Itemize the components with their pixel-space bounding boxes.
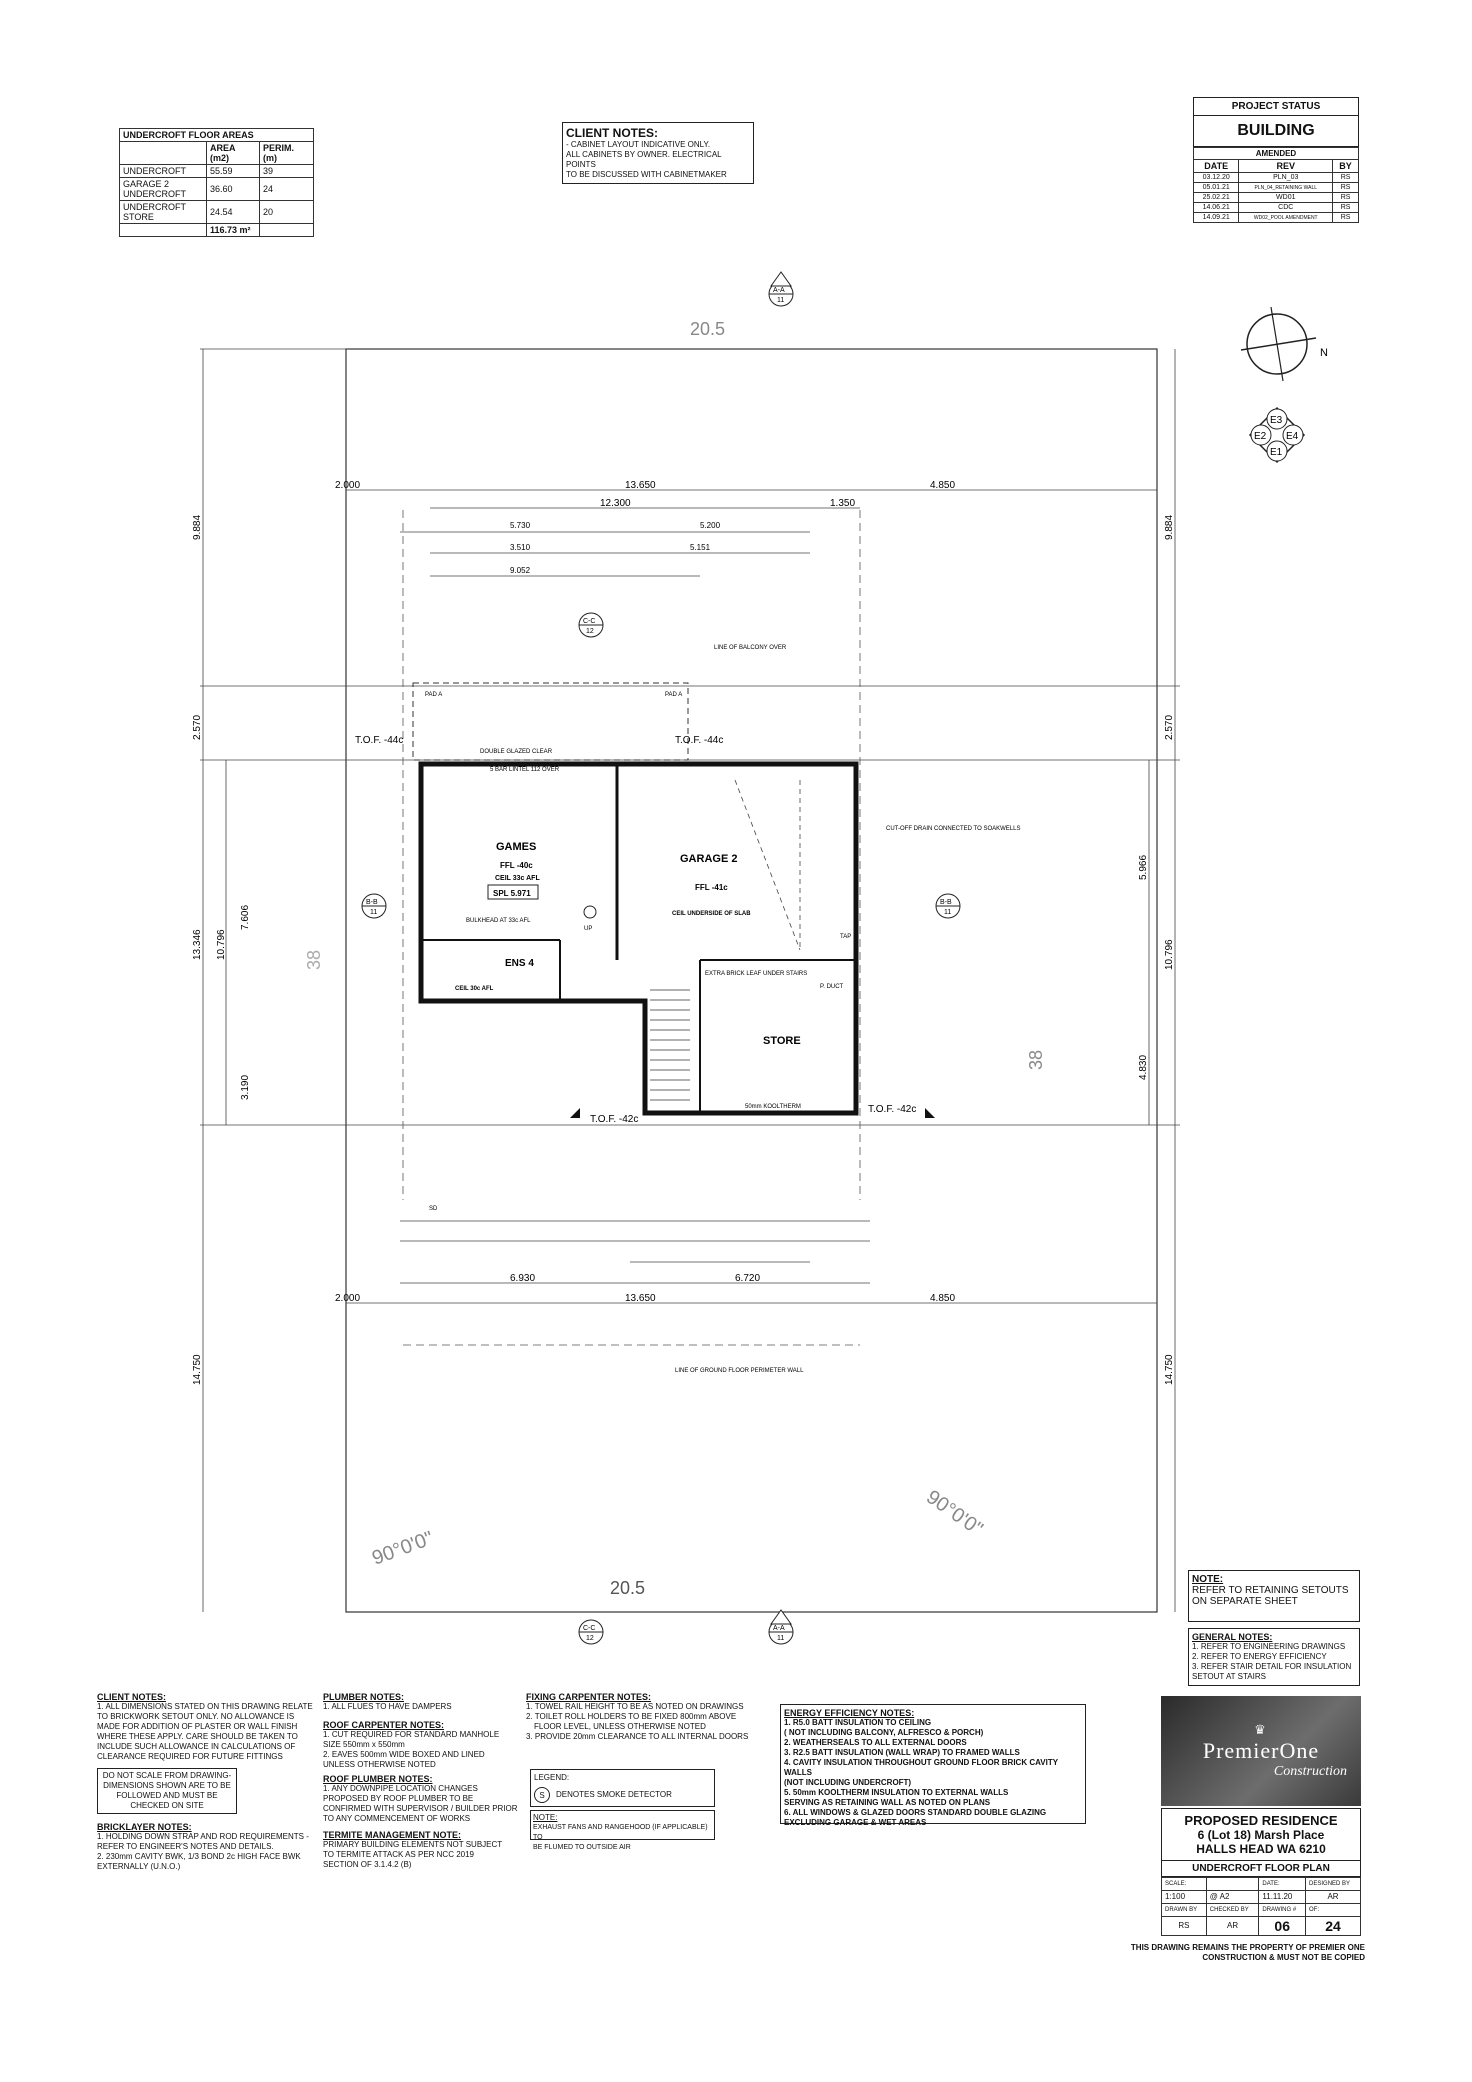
note-line: 3. R2.5 BATT INSULATION (WALL WRAP) TO FRAMED WALLS: [784, 1748, 1020, 1757]
dim-top-inner-r: 1.350: [830, 498, 856, 509]
section-bb-num: 11: [944, 909, 952, 916]
note-line: 2. EAVES 500mm WIDE BOXED AND LINED: [323, 1750, 485, 1759]
note-line: UNLESS OTHERWISE NOTED: [323, 1760, 436, 1769]
project-status-value: BUILDING: [1193, 116, 1359, 147]
client-notes-top-title: CLIENT NOTES:: [566, 126, 658, 140]
retaining-note-title: NOTE:: [1192, 1574, 1224, 1585]
note-line: ON SEPARATE SHEET: [1192, 1596, 1298, 1607]
trade-notes: [323, 1692, 523, 1870]
areas-header-1: AREA (m2): [207, 142, 260, 165]
areas-total: 116.73 m²: [207, 224, 260, 237]
dim-right-top: 9.884: [1164, 514, 1175, 540]
note-line: 1. CUT REQUIRED FOR STANDARD MANHOLE: [323, 1730, 500, 1739]
brand-logo: [1161, 1696, 1361, 1806]
termite-title: TERMITE MANAGEMENT NOTE:: [323, 1830, 461, 1840]
dim-right-main: 10.796: [1164, 939, 1175, 970]
lot-top-dim: 20.5: [690, 319, 726, 339]
note-line: CLEARANCE REQUIRED FOR FUTURE FITTINGS: [97, 1752, 283, 1761]
note-line: DIMENSIONS SHOWN ARE TO BE: [103, 1781, 231, 1790]
note-line: 2. TOILET ROLL HOLDERS TO BE FIXED 800mm ABOVE: [526, 1712, 737, 1721]
dim-top-inner: 12.300: [600, 498, 631, 509]
note-line: DO NOT SCALE FROM DRAWING-: [102, 1771, 232, 1780]
sheet-title: UNDERCROFT FLOOR PLAN: [1161, 1861, 1361, 1877]
cell: RS: [1333, 213, 1359, 223]
dim-left-mid: 2.570: [192, 714, 203, 740]
roof-carpenter-title: ROOF CARPENTER NOTES:: [323, 1720, 445, 1730]
note-line: EXCLUDING GARAGE & WET AREAS: [784, 1818, 927, 1827]
legend-title: LEGEND:: [534, 1773, 570, 1782]
dim-top-setback: 2.000: [335, 480, 361, 491]
retaining-note: [1188, 1570, 1360, 1622]
room-games-ffl: FFL -40c: [500, 861, 533, 870]
note-line: MADE FOR ADDITION OF PLASTER OR WALL FINISH: [97, 1722, 298, 1731]
dim-right-c: 4.830: [1138, 1054, 1149, 1080]
cell: 14.09.21: [1194, 213, 1239, 223]
note-line: WHERE THESE APPLY. CARE SHOULD BE TAKEN TO: [97, 1732, 298, 1741]
note-line: 1. ALL DIMENSIONS STATED ON THIS DRAWING RELATE: [97, 1702, 313, 1711]
note-line: 3. PROVIDE 20mm CLEARANCE TO ALL INTERNAL DOORS: [526, 1732, 749, 1741]
cell: 25.02.21: [1194, 193, 1239, 203]
cell: 36.60: [207, 178, 260, 201]
cell: CDC: [1239, 203, 1333, 213]
cell: 39: [260, 165, 314, 178]
room-labels: [455, 841, 801, 1047]
note-line: TO TERMITE ATTACK AS PER NCC 2019: [323, 1850, 475, 1859]
scale-value: 1:100: [1162, 1891, 1207, 1904]
project-status-title: PROJECT STATUS: [1193, 97, 1359, 116]
dim-bot-b: 6.720: [735, 1273, 761, 1284]
note-line: 1. ANY DOWNPIPE LOCATION CHANGES: [323, 1784, 478, 1793]
room-games-ceil: CEIL 33c AFL: [495, 875, 540, 882]
tof-42-left: T.O.F. -42c: [590, 1114, 639, 1125]
dim-left-top: 9.884: [192, 514, 203, 540]
angle-right: 90°0'0": [922, 1486, 987, 1541]
north-arrow-icon: [1241, 307, 1328, 381]
cell: UNDERCROFT: [120, 165, 207, 178]
copyright: [1090, 1943, 1365, 1963]
date-value: 11.11.20: [1259, 1891, 1306, 1904]
dim-right-b: 5.966: [1138, 854, 1149, 880]
note-line: EXHAUST FANS AND RANGEHOOD (IF APPLICABLE) TO: [533, 1824, 708, 1841]
tof-44-left: T.O.F. -44c: [355, 735, 404, 746]
room-garage-ceil: CEIL UNDERSIDE OF SLAB: [672, 911, 751, 917]
dim-left-main: 13.346: [192, 929, 203, 960]
garage-door-swing: [735, 780, 800, 950]
note-line: FLOOR LEVEL, UNLESS OTHERWISE NOTED: [534, 1722, 706, 1731]
cell: WD01: [1239, 193, 1333, 203]
lot-right-dim: 38: [1026, 1049, 1046, 1070]
note-line: SIZE 550mm x 550mm: [323, 1740, 405, 1749]
lot-bottom-dim: 20.5: [610, 1578, 646, 1598]
dimension-text: [192, 480, 1175, 1385]
project-address1: 6 (Lot 18) Marsh Place: [1197, 1828, 1325, 1842]
note-line: 1. TOWEL RAIL HEIGHT TO BE AS NOTED ON DRAWINGS: [526, 1702, 744, 1711]
note-line: SETOUT AT STAIRS: [1192, 1672, 1266, 1681]
project-status-sub: AMENDED: [1194, 148, 1359, 160]
client-notes-title: CLIENT NOTES:: [97, 1692, 166, 1702]
dim-right-bot: 14.750: [1164, 1354, 1175, 1385]
note-line: PROPOSED BY ROOF PLUMBER TO BE: [323, 1794, 474, 1803]
crown-icon: ♛: [1254, 1722, 1268, 1737]
room-ens-ceil: CEIL 30c AFL: [455, 986, 494, 992]
label-up: UP: [584, 926, 593, 932]
dim-garage-w: 5.200: [700, 521, 721, 530]
note-line: TO ANY COMMENCEMENT OF WORKS: [323, 1814, 471, 1823]
dim-top-right: 4.850: [930, 480, 956, 491]
room-garage: GARAGE 2: [680, 853, 738, 865]
note-line: 1. R5.0 BATT INSULATION TO CEILING: [784, 1718, 932, 1727]
section-cc-letter: C-C: [583, 1625, 596, 1632]
roof-plumber-title: ROOF PLUMBER NOTES:: [323, 1774, 433, 1784]
section-bb-right-icon: [936, 894, 960, 918]
stairs: [650, 990, 690, 1100]
project-name: PROPOSED RESIDENCE: [1184, 1813, 1338, 1828]
note-line: SERVING AS RETAINING WALL AS NOTED ON PLANS: [784, 1798, 991, 1807]
room-games-spl: SPL 5.971: [493, 889, 531, 898]
designed-label: DESIGNED BY: [1306, 1878, 1361, 1891]
cell: PLN_04_RETAINING WALL: [1239, 183, 1333, 193]
brand-sub: Construction: [1273, 1764, 1347, 1779]
cell: WD02_POOL AMENDMENT: [1239, 213, 1333, 223]
dim-bot-width: 13.650: [625, 1293, 656, 1304]
brand-name: PremierOne: [1202, 1738, 1320, 1763]
label-bulkhead: BULKHEAD AT 33c AFL: [466, 918, 531, 924]
project-info: [1161, 1808, 1361, 1861]
undercroft-walls: [421, 764, 856, 1113]
dim-left-bot: 14.750: [192, 1354, 203, 1385]
paper-value: @ A2: [1206, 1891, 1259, 1904]
status-header: REV: [1239, 160, 1333, 173]
cell: RS: [1333, 203, 1359, 213]
section-cc-letter: C-C: [583, 618, 596, 625]
checked-label: CHECKED BY: [1206, 1904, 1259, 1917]
dim-games-w: 5.730: [510, 521, 531, 530]
tof-marker-icon: [570, 1108, 580, 1118]
legend-note-title: NOTE:: [533, 1813, 558, 1822]
dim-bot-setback: 2.000: [335, 1293, 361, 1304]
dim-left-c: 7.606: [240, 904, 251, 930]
scale-label: SCALE:: [1162, 1878, 1207, 1891]
dim-left-b: 10.796: [216, 929, 227, 960]
note-line: 1. ALL FLUES TO HAVE DAMPERS: [323, 1702, 452, 1711]
cell: 20: [260, 201, 314, 224]
dimension-lines: [200, 349, 1180, 1612]
status-header: DATE: [1194, 160, 1239, 173]
client-notes: [97, 1692, 322, 1872]
legend-text: DENOTES SMOKE DETECTOR: [556, 1790, 672, 1799]
energy-notes-title: ENERGY EFFICIENCY NOTES:: [784, 1708, 915, 1718]
elev-e4: E4: [1286, 431, 1299, 442]
cell: PLN_03: [1239, 173, 1333, 183]
scale-warning: [97, 1768, 237, 1814]
dim-b3: 9.052: [510, 566, 531, 575]
tof-42-right: T.O.F. -42c: [868, 1104, 917, 1115]
cell: 14.06.21: [1194, 203, 1239, 213]
lot-boundary: [346, 349, 1157, 1612]
cell: 03.12.20: [1194, 173, 1239, 183]
note-line: (NOT INCLUDING UNDERCROFT): [784, 1778, 912, 1787]
general-notes: [1188, 1628, 1360, 1686]
label-balcony: LINE OF BALCONY OVER: [714, 645, 787, 651]
legend: [530, 1769, 715, 1807]
note-line: TO BE DISCUSSED WITH CABINETMAKER: [566, 170, 727, 179]
note-line: INCLUDE SUCH ALLOWANCE IN CALCULATIONS OF: [97, 1742, 296, 1751]
cell: 24: [260, 178, 314, 201]
fixing-notes-title: FIXING CARPENTER NOTES:: [526, 1692, 652, 1702]
note-line: PRIMARY BUILDING ELEMENTS NOT SUBJECT: [323, 1840, 503, 1849]
section-cc-num: 12: [586, 1635, 594, 1642]
label-pduct: P. DUCT: [820, 984, 844, 990]
project-address2: HALLS HEAD WA 6210: [1196, 1842, 1326, 1856]
dim-left-d: 3.190: [240, 1074, 251, 1100]
dim-bot-a: 6.930: [510, 1273, 536, 1284]
section-cc-bottom-icon: [579, 1620, 603, 1644]
label-bar-lintel: 5 BAR LINTEL 112 OVER: [490, 767, 560, 773]
note-line: ALL CABINETS BY OWNER. ELECTRICAL POINTS: [566, 150, 722, 169]
title-block: [1161, 1696, 1361, 1936]
note-line: 3. REFER STAIR DETAIL FOR INSULATION: [1192, 1662, 1352, 1671]
label-double-glazed: DOUBLE GLAZED CLEAR: [480, 749, 553, 755]
drawn-value: RS: [1162, 1917, 1207, 1936]
plan-annotations: [425, 645, 1020, 1374]
note-line: - CABINET LAYOUT INDICATIVE ONLY.: [566, 140, 711, 149]
plumber-notes-title: PLUMBER NOTES:: [323, 1692, 404, 1702]
cell: UNDERCROFT STORE: [120, 201, 207, 224]
lot-left-dim: 38: [304, 949, 324, 970]
cell: RS: [1333, 193, 1359, 203]
cell: 05.01.21: [1194, 183, 1239, 193]
angle-left: 90°0'0": [369, 1527, 437, 1570]
label-kooltherm: 50mm KOOLTHERM: [745, 1104, 801, 1110]
dim-top-width: 13.650: [625, 480, 656, 491]
room-ens: ENS 4: [505, 958, 534, 969]
note-line: CHECKED ON SITE: [130, 1801, 204, 1810]
tof-44-right: T.O.F. -44c: [675, 735, 724, 746]
note-line: EXTERNALLY (U.N.O.): [97, 1862, 181, 1871]
sheet-count: 24: [1306, 1917, 1361, 1936]
note-line: BE FLUMED TO OUTSIDE AIR: [533, 1844, 631, 1851]
energy-notes: [780, 1704, 1086, 1827]
checked-value: AR: [1206, 1917, 1259, 1936]
section-aa-num: 11: [777, 1635, 785, 1642]
areas-title: UNDERCROFT FLOOR AREAS: [120, 129, 314, 142]
section-aa-letter: A-A: [773, 1625, 785, 1632]
note-line: FOLLOWED AND MUST BE: [116, 1791, 218, 1800]
label-ground-floor: LINE OF GROUND FLOOR PERIMETER WALL: [675, 1368, 804, 1374]
status-header: BY: [1333, 160, 1359, 173]
elev-e2: E2: [1254, 431, 1267, 442]
drawing-number: 06: [1259, 1917, 1306, 1936]
label-pad-a-right: PAD A: [665, 692, 683, 698]
note-line: TO BRICKWORK SETOUT ONLY. NO ALLOWANCE IS: [97, 1712, 295, 1721]
note-line: SECTION OF 3.1.4.2 (B): [323, 1860, 412, 1869]
note-line: 5. 50mm KOOLTHERM INSULATION TO EXTERNAL WALLS: [784, 1788, 1009, 1797]
dim-b1: 3.510: [510, 543, 531, 552]
drawing-label: DRAWING #: [1259, 1904, 1306, 1917]
label-tap: TAP: [840, 934, 852, 940]
section-cc-num: 12: [586, 628, 594, 635]
drawn-label: DRAWN BY: [1162, 1904, 1207, 1917]
room-garage-ffl: FFL -41c: [695, 883, 728, 892]
note-line: 2. WEATHERSEALS TO ALL EXTERNAL DOORS: [784, 1738, 967, 1747]
date-label: DATE:: [1259, 1878, 1306, 1891]
label-cutoff: CUT-OFF DRAIN CONNECTED TO SOAKWELLS: [886, 826, 1021, 832]
smoke-detector-icon: S: [534, 1787, 550, 1803]
note-line: 6. ALL WINDOWS & GLAZED DOORS STANDARD DOUBLE GLAZING: [784, 1808, 1047, 1817]
cell: RS: [1333, 173, 1359, 183]
elev-e1: E1: [1270, 447, 1283, 458]
section-bb-letter: B-B: [366, 899, 378, 906]
bricklayer-notes-title: BRICKLAYER NOTES:: [97, 1822, 192, 1832]
dim-right-mid: 2.570: [1164, 714, 1175, 740]
dim-bot-right: 4.850: [930, 1293, 956, 1304]
of-label: OF:: [1306, 1904, 1361, 1917]
label-pad-a-left: PAD A: [425, 692, 443, 698]
dim-b2: 5.151: [690, 543, 711, 552]
areas-header-2: PERIM. (m): [260, 142, 314, 165]
cell: 55.59: [207, 165, 260, 178]
note-line: REFER TO RETAINING SETOUTS: [1192, 1585, 1349, 1596]
cell: 24.54: [207, 201, 260, 224]
cell: RS: [1333, 183, 1359, 193]
section-bb-num: 11: [370, 909, 378, 916]
note-line: 1. HOLDING DOWN STRAP AND ROD REQUIREMENTS -: [97, 1832, 309, 1841]
section-aa-bottom-icon: [769, 1610, 793, 1644]
elevation-marker-icon: [1250, 408, 1304, 462]
note-line: REFER TO ENGINEER'S NOTES AND DETAILS.: [97, 1842, 274, 1851]
cell: GARAGE 2 UNDERCROFT: [120, 178, 207, 201]
tof-marker-icon: [925, 1108, 935, 1118]
label-extra-brick: EXTRA BRICK LEAF UNDER STAIRS: [705, 971, 808, 977]
section-bb-letter: B-B: [940, 899, 952, 906]
designed-value: AR: [1306, 1891, 1361, 1904]
copyright-line: CONSTRUCTION & MUST NOT BE COPIED: [1202, 1953, 1365, 1962]
smoke-detector-icon: [584, 906, 596, 918]
section-bb-left-icon: [362, 894, 386, 918]
section-cc-top-icon: [579, 613, 603, 637]
section-aa-num: 11: [777, 297, 785, 304]
note-line: 4. CAVITY INSULATION THROUGHOUT GROUND FLOOR BRICK CAVITY WALLS: [784, 1758, 1058, 1777]
label-sd: SD: [429, 1206, 438, 1212]
section-aa-letter: A-A: [773, 287, 785, 294]
north-label: N: [1320, 347, 1328, 359]
fixing-notes: [526, 1692, 776, 1742]
room-games: GAMES: [496, 841, 537, 853]
note-line: 2. REFER TO ENERGY EFFICIENCY: [1192, 1652, 1327, 1661]
copyright-line: THIS DRAWING REMAINS THE PROPERTY OF PREMIER ONE: [1130, 1943, 1365, 1952]
room-store: STORE: [763, 1035, 801, 1047]
note-line: 2. 230mm CAVITY BWK, 1/3 BOND 2c HIGH FACE BWK: [97, 1852, 301, 1861]
note-line: 1. REFER TO ENGINEERING DRAWINGS: [1192, 1642, 1346, 1651]
note-line: CONFIRMED WITH SUPERVISOR / BUILDER PRIOR: [323, 1804, 518, 1813]
elev-e3: E3: [1270, 415, 1283, 426]
general-notes-title: GENERAL NOTES:: [1192, 1632, 1273, 1642]
note-line: ( NOT INCLUDING BALCONY, ALFRESCO & PORCH): [784, 1728, 984, 1737]
section-aa-top-icon: [769, 272, 793, 306]
legend-note: [530, 1810, 715, 1851]
